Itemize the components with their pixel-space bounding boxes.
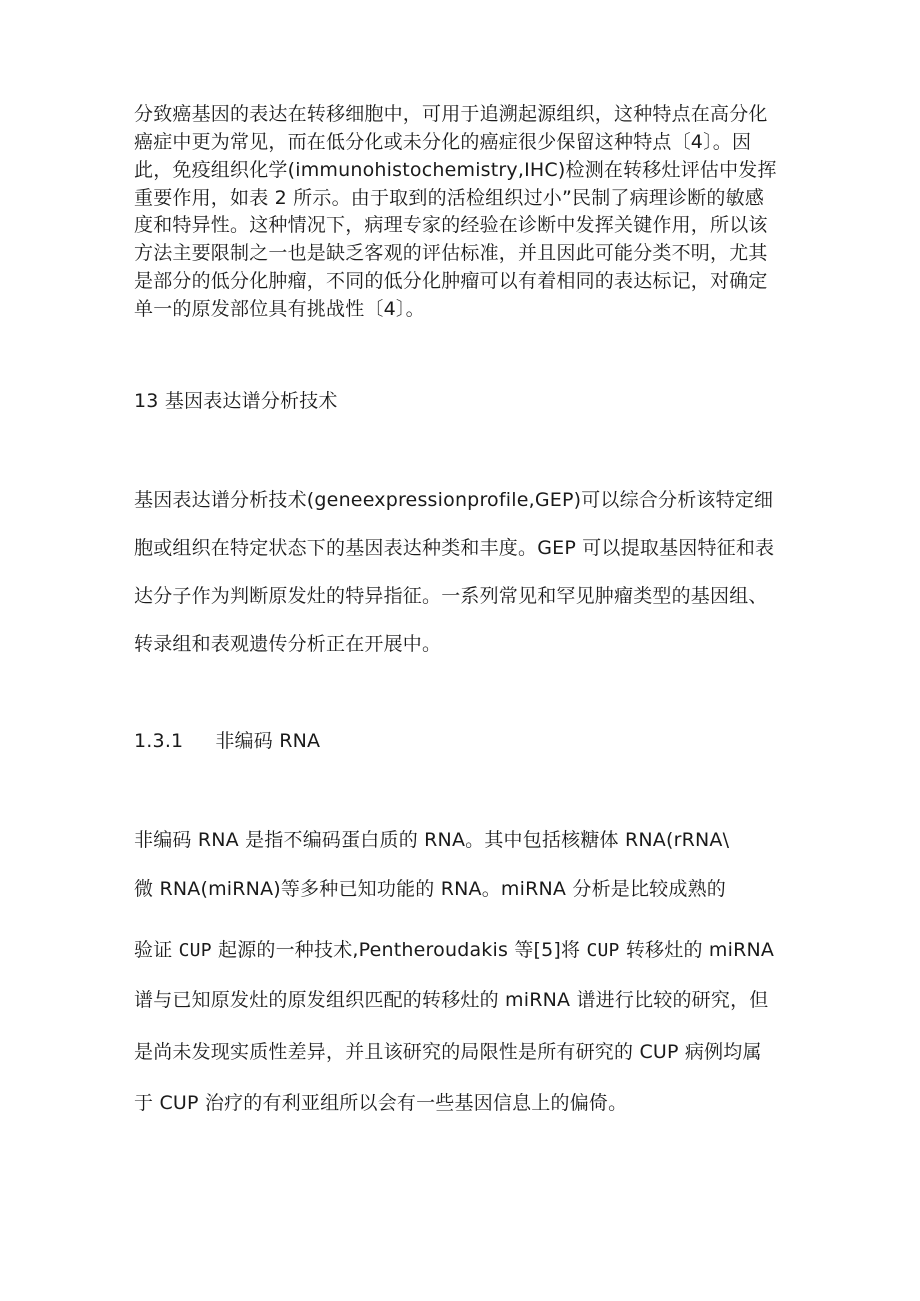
subsection-number: 1.3.1: [134, 730, 184, 752]
paragraph-1-line-6: 方法主要限制之一也是缺乏客观的评估标准，并且因此可能分类不明，尤其: [134, 242, 768, 264]
paragraph-1-line-3: 此，免疫组织化学(immunohistochemistry,IHC)检测在转移灶评估中发挥: [134, 159, 777, 181]
paragraph-2-line-4: 转录组和表观遗传分析正在开展中。: [134, 633, 442, 655]
paragraph-2-line-1: 基因表达谱分析技术(geneexpressionprofile,GEP)可以综合分析该特定细: [134, 489, 774, 511]
paragraph-3-line-3: [134, 937, 774, 964]
paragraph-1-line-7: 是部分的低分化肿瘤，不同的低分化肿瘤可以有着相同的表达标记，对确定: [134, 270, 768, 292]
subsection-title: 非编码 RNA: [215, 730, 321, 752]
paragraph-1-line-5: 度和特异性。这种情况下，病理专家的经验在诊断中发挥关键作用，所以该: [134, 214, 768, 236]
section-heading-13: 13 基因表达谱分析技术: [134, 390, 338, 412]
paragraph-3-line-6: 于 CUP 治疗的有利亚组所以会有一些基因信息上的偏倚。: [134, 1092, 628, 1114]
cup-term: CUP: [178, 940, 212, 961]
cup-term-2: CUP: [586, 940, 620, 961]
line3-prefix: 验证: [134, 939, 179, 961]
paragraph-1-line-2: 癌症中更为常见，而在低分化或未分化的癌症很少保留这种特点〔4〕。因: [134, 131, 752, 153]
paragraph-2-line-3: 达分子作为判断原发灶的特异指征。一系列常见和罕见肿瘤类型的基因组、: [134, 585, 768, 607]
paragraph-3-line-5: 是尚未发现实质性差异，并且该研究的局限性是所有研究的 CUP 病例均属: [134, 1041, 762, 1063]
paragraph-1-line-1: 分致癌基因的表达在转移细胞中，可用于追溯起源组织，这种特点在高分化: [134, 103, 768, 125]
paragraph-3-line-4: 谱与已知原发灶的原发组织匹配的转移灶的 miRNA 谱进行比较的研究，但: [134, 989, 769, 1011]
paragraph-1-line-4: 重要作用，如表 2 所示。由于取到的活检组织过小”民制了病理诊断的敏感: [134, 187, 765, 209]
line3-middle: 起源的一种技术,Pentheroudakis 等[5]将: [211, 939, 587, 961]
paragraph-3-line-1: 非编码 RNA 是指不编码蛋白质的 RNA。其中包括核糖体 RNA(rRNA\: [134, 829, 730, 851]
line3-suffix: 转移灶的 miRNA: [619, 939, 775, 961]
paragraph-2-line-2: 胞或组织在特定状态下的基因表达种类和丰度。GEP 可以提取基因特征和表: [134, 537, 775, 559]
subsection-heading-1-3-1: [134, 728, 320, 754]
paragraph-3-line-2: 微 RNA(miRNA)等多种已知功能的 RNA。miRNA 分析是比较成熟的: [134, 878, 726, 900]
paragraph-1-line-8: 单一的原发部位具有挑战性〔4〕。: [134, 298, 425, 320]
